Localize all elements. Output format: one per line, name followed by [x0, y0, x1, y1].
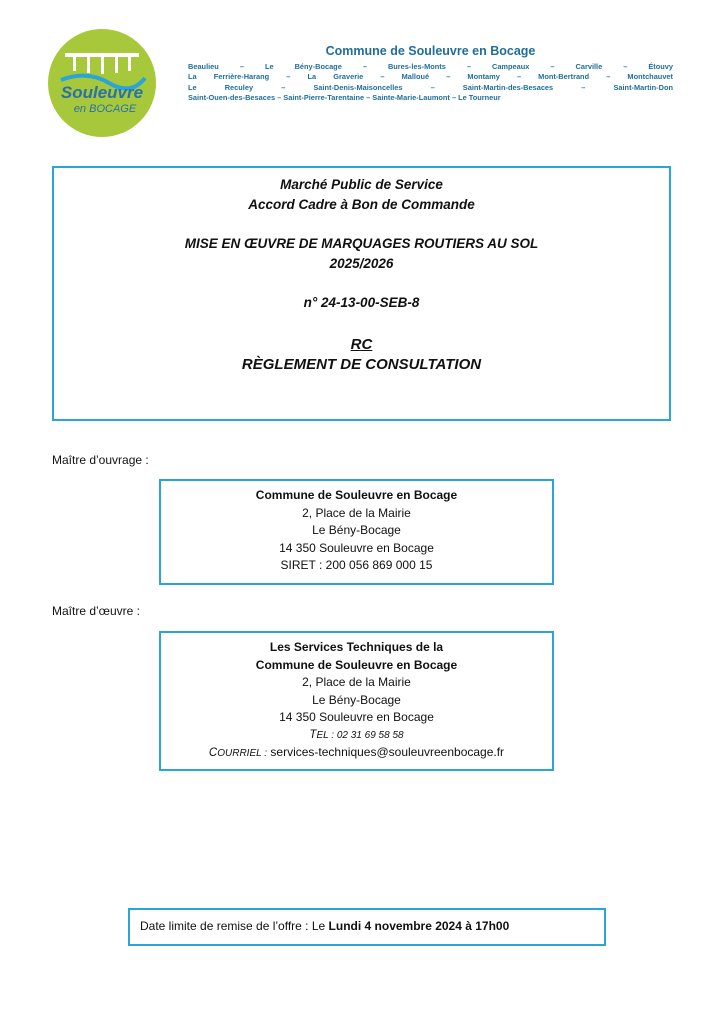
moe-address3: 14 350 Souleuvre en Bocage	[279, 710, 434, 724]
mo-address2: Le Bény-Bocage	[312, 523, 401, 537]
rc-heading: RC	[350, 336, 373, 353]
commune-name: Commune de Souleuvre en Bocage	[325, 44, 536, 58]
subject-years: 2025/2026	[329, 256, 394, 271]
moe-name2: Commune de Souleuvre en Bocage	[255, 657, 458, 672]
mo-siret: SIRET : 200 056 869 000 15	[280, 558, 433, 572]
towns-list	[188, 62, 673, 103]
mo-name: Commune de Souleuvre en Bocage	[255, 488, 458, 502]
moe-phone: TEL : 02 31 69 58 58	[309, 728, 404, 741]
market-type: Marché Public de Service	[280, 177, 443, 192]
consultation-number: n° 24-13-00-SEB-8	[303, 295, 420, 310]
moe-email: services-techniques@souleuvreenbocage.fr	[267, 745, 505, 759]
deadline-box	[128, 908, 606, 946]
towns-line: Le Reculey – Saint-Denis-Maisoncelles – Saint-Martin-des-Besaces – Saint-Martin-Don	[188, 82, 673, 92]
towns-line: Beaulieu – Le Bény-Bocage – Bures-les-Monts – Campeaux – Carville – Étouvy	[188, 62, 673, 71]
deadline-prefix: Date limite de remise de l’offre : Le	[140, 919, 329, 933]
towns-line: Saint-Ouen-des-Besaces – Saint-Pierre-Tarentaine – Sainte-Marie-Laumont – Le Tourneur	[188, 92, 501, 102]
maitre-ouvrage-label: Maître d’ouvrage :	[52, 453, 149, 467]
rc-full-heading: RÈGLEMENT DE CONSULTATION	[241, 356, 482, 373]
contract-type: Accord Cadre à Bon de Commande	[248, 197, 475, 212]
mo-address3: 14 350 Souleuvre en Bocage	[279, 540, 434, 555]
deadline-date: Lundi 4 novembre 2024 à 17h00	[328, 919, 510, 933]
maitre-oeuvre-label: Maître d’œuvre :	[52, 604, 141, 618]
logo-wordmark: Souleuvre	[60, 83, 144, 102]
maitre-oeuvre-box	[159, 631, 554, 771]
moe-address2: Le Bény-Bocage	[312, 692, 401, 707]
logo-subtitle: en BOCAGE	[73, 103, 137, 115]
moe-address1: 2, Place de la Mairie	[302, 675, 411, 689]
towns-line: La Ferrière-Harang – La Graverie – Malloué – Montamy – Mont-Bertrand – Montchauvet	[188, 72, 673, 82]
moe-name1: Les Services Techniques de la	[269, 640, 444, 654]
letterhead	[188, 44, 673, 103]
mo-address1: 2, Place de la Mairie	[302, 505, 411, 520]
moe-email-line: COURRIEL : services-techniques@souleuvreenbocage.fr	[208, 745, 505, 759]
maitre-ouvrage-box	[159, 479, 554, 585]
souleuvre-logo	[47, 28, 157, 138]
title-box	[52, 166, 671, 421]
subject-title: MISE EN ŒUVRE DE MARQUAGES ROUTIERS AU SOL	[184, 236, 539, 251]
